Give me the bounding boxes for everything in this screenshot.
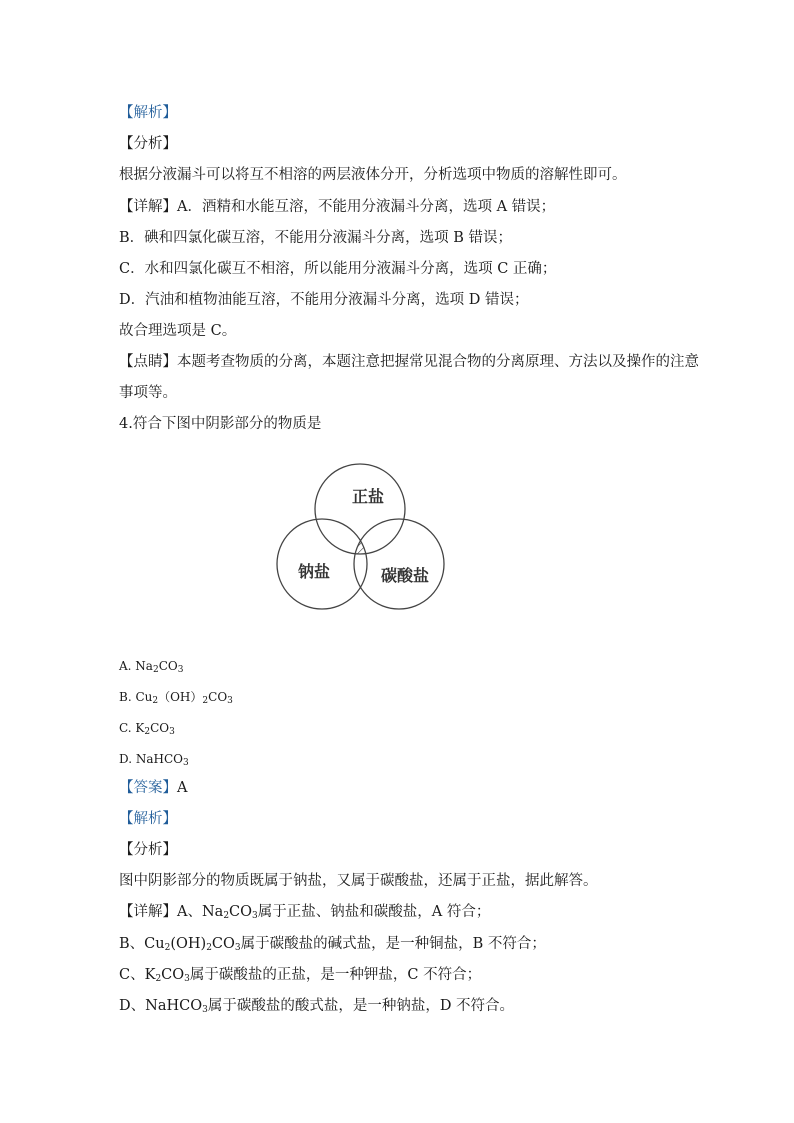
option-d: D. NaHCO$_3$ [119, 752, 189, 768]
analysis-text-2: 图中阴影部分的物质既属于钠盐，又属于碳酸盐，还属于正盐，据此解答。 [119, 873, 598, 889]
detail-a: 【详解】A．酒精和水能互溶，不能用分液漏斗分离，选项 A 错误； [119, 199, 556, 215]
venn-diagram [272, 462, 452, 614]
conclusion-text: 故合理选项是 C。 [119, 323, 237, 339]
detail-heading-2: 【详解】 [119, 904, 177, 920]
detail-c: C．水和四氯化碳互不相溶，所以能用分液漏斗分离，选项 C 正确； [119, 261, 557, 277]
jiexi-heading-2: 【解析】 [119, 811, 177, 827]
detail-heading: 【详解】 [119, 199, 177, 215]
fenxi-heading-2: 【分析】 [119, 842, 177, 858]
fenxi-heading: 【分析】 [119, 136, 177, 152]
detail-2-d: D、NaHCO$_3$属于碳酸盐的酸式盐，是一种钠盐，D 不符合。 [119, 998, 515, 1015]
answer-heading: 【答案】 [119, 780, 177, 796]
option-b: B. $Cu_2(OH)_2CO_3$ [119, 690, 233, 706]
detail-2-b: B、$Cu_2(OH)_2CO_3$属于碳酸盐的碱式盐，是一种铜盐，B 不符合； [119, 936, 546, 953]
dianjing-line-1: 【点睛】本题考查物质的分离，本题注意把握常见混合物的分离原理、方法以及操作的注意 [119, 354, 699, 370]
option-a: A. $Na_2CO_3$ [119, 659, 184, 675]
detail-b: B．碘和四氯化碳互溶，不能用分液漏斗分离，选项 B 错误； [119, 230, 513, 246]
venn-label-left: 钠盐 [298, 562, 331, 581]
answer-line [119, 778, 187, 798]
detail-2-a: 【详解】A、$Na_2CO_3$属于正盐、钠盐和碳酸盐，A 符合； [119, 904, 491, 921]
dianjing-heading: 【点睛】 [119, 354, 177, 370]
dianjing-line-2: 事项等。 [119, 385, 177, 401]
analysis-text: 根据分液漏斗可以将互不相溶的两层液体分开，分析选项中物质的溶解性即可。 [119, 167, 627, 183]
jiexi-heading: 【解析】 [119, 105, 177, 121]
detail-d: D．汽油和植物油能互溶，不能用分液漏斗分离，选项 D 错误； [119, 292, 529, 308]
answer-value: A [177, 780, 188, 796]
detail-2-c: C、$K_2CO_3$属于碳酸盐的正盐，是一种钾盐，C 不符合； [119, 967, 482, 984]
option-c: C. $K_2CO_3$ [119, 721, 175, 737]
question-4-stem: 4.符合下图中阴影部分的物质是 [119, 416, 322, 432]
venn-label-top: 正盐 [352, 487, 385, 506]
venn-label-right: 碳酸盐 [381, 566, 430, 585]
